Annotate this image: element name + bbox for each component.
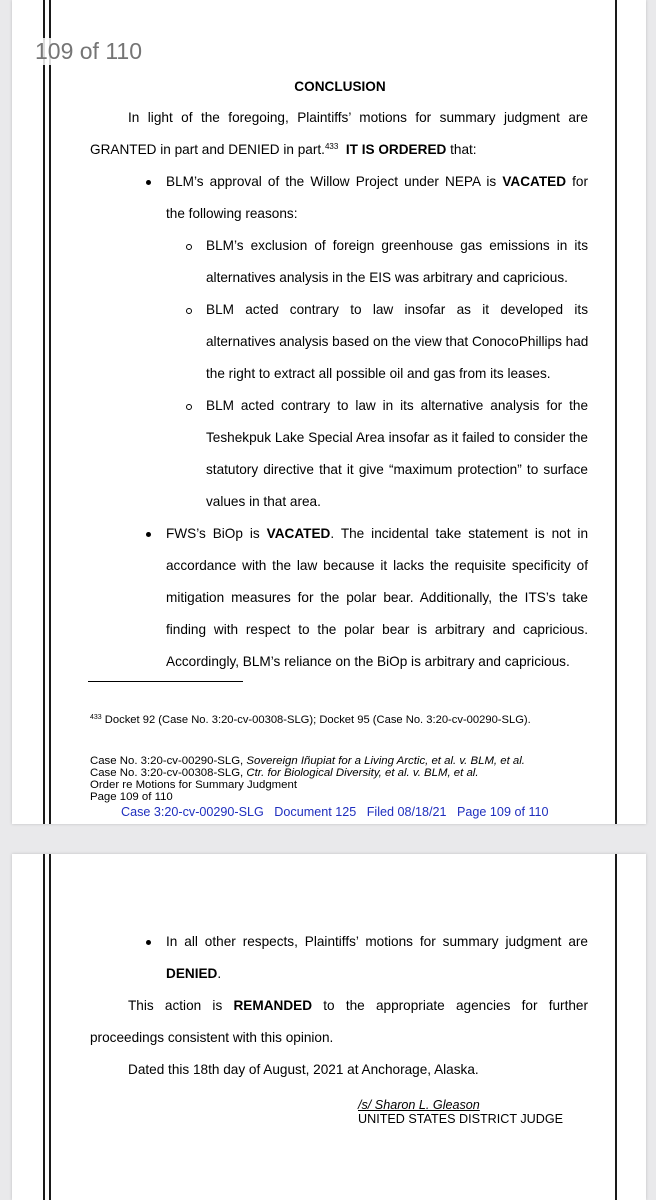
sub3-line-1: BLM acted contrary to law in its alternative analysis for the xyxy=(206,398,588,413)
bullet2-line-2: accordance with the law because it lacks the requisite specificity of xyxy=(166,558,588,573)
footer-case-2: Case No. 3:20-cv-00308-SLG, Ctr. for Biological Diversity, et al. v. BLM, et al. xyxy=(90,767,479,779)
sub3-line-4: values in that area. xyxy=(206,494,321,509)
right-margin-rule xyxy=(615,0,617,824)
document-page-110 xyxy=(12,854,646,1200)
right-margin-rule xyxy=(615,854,617,1200)
left-margin-rule-inner xyxy=(49,854,51,1200)
footer-case-1: Case No. 3:20-cv-00290-SLG, Sovereign Iñupiat for a Living Arctic, et al. v. BLM, et al. xyxy=(90,755,525,767)
sub2-line-2: alternatives analysis based on the view that ConocoPhillips had xyxy=(206,334,589,349)
intro-line-1: In light of the foregoing, Plaintiffs’ motions for summary judgment are xyxy=(128,110,588,125)
intro-line-2: GRANTED in part and DENIED in part.$^{433}$ IT IS ORDERED that: xyxy=(90,142,477,157)
page-counter: 109 of 110 xyxy=(35,38,143,64)
sub3-line-3: statutory directive that it give “maximum protection” to surface xyxy=(206,462,588,477)
footer-page-number: Page 109 of 110 xyxy=(90,791,173,803)
bullet1-line-1: BLM’s approval of the Willow Project under NEPA is VACATED for xyxy=(166,174,589,189)
p110-bullet-line-1: In all other respects, Plaintiffs’ motions for summary judgment are xyxy=(166,934,588,949)
left-margin-rule xyxy=(43,0,45,824)
bullet1-line-2: the following reasons: xyxy=(166,206,298,221)
bullet2-line-1: FWS’s BiOp is VACATED. The incidental take statement is not in xyxy=(166,526,588,541)
judge-title: UNITED STATES DISTRICT JUDGE xyxy=(358,1112,564,1126)
sub1-line-1: BLM’s exclusion of foreign greenhouse gas emissions in its xyxy=(206,238,588,253)
sub-bullet-icon xyxy=(186,308,192,314)
footer-order-title: Order re Motions for Summary Judgment xyxy=(90,779,298,791)
footnote: $^{433}$ Docket 92 (Case No. 3:20-cv-00308-SLG); Docket 95 (Case No. 3:20-cv-00290-SLG). xyxy=(90,714,531,726)
sub3-line-2: Teshekpuk Lake Special Area insofar as it failed to consider the xyxy=(206,430,588,445)
bullet2-line-4: finding with respect to the polar bear is arbitrary and capricious. xyxy=(166,622,588,637)
bullet-icon xyxy=(146,532,151,537)
sub2-line-1: BLM acted contrary to law insofar as it developed its xyxy=(206,302,588,317)
footnote-ref[interactable]: 433 xyxy=(324,142,339,151)
bullet-icon xyxy=(146,940,151,945)
p110-bullet-line-2: DENIED. xyxy=(166,966,222,981)
dated-line: Dated this 18th day of August, 2021 at Anchorage, Alaska. xyxy=(128,1062,479,1077)
footnote-divider xyxy=(88,681,243,682)
left-margin-rule-inner xyxy=(49,0,51,824)
remand-line-2: proceedings consistent with this opinion. xyxy=(90,1030,334,1045)
sub-bullet-icon xyxy=(186,404,192,410)
bullet2-line-3: mitigation measures for the polar bear. Additionally, the ITS’s take xyxy=(166,590,588,605)
sub1-line-2: alternatives analysis in the EIS was arbitrary and capricious. xyxy=(206,270,568,285)
remand-line-1: This action is REMANDED to the appropriate agencies for further xyxy=(128,998,588,1013)
page-heading: CONCLUSION xyxy=(294,79,386,94)
bullet-icon xyxy=(146,180,151,185)
sub2-line-3: the right to extract all possible oil and gas from its leases. xyxy=(206,366,551,381)
sub-bullet-icon xyxy=(186,244,192,250)
signature: /s/ Sharon L. Gleason xyxy=(358,1098,480,1112)
bullet2-line-5: Accordingly, BLM’s reliance on the BiOp is arbitrary and capricious. xyxy=(166,654,570,669)
left-margin-rule xyxy=(43,854,45,1200)
ecf-filing-header: Case 3:20-cv-00290-SLG Document 125 Filed 08/18/21 Page 109 of 110 xyxy=(121,805,549,819)
